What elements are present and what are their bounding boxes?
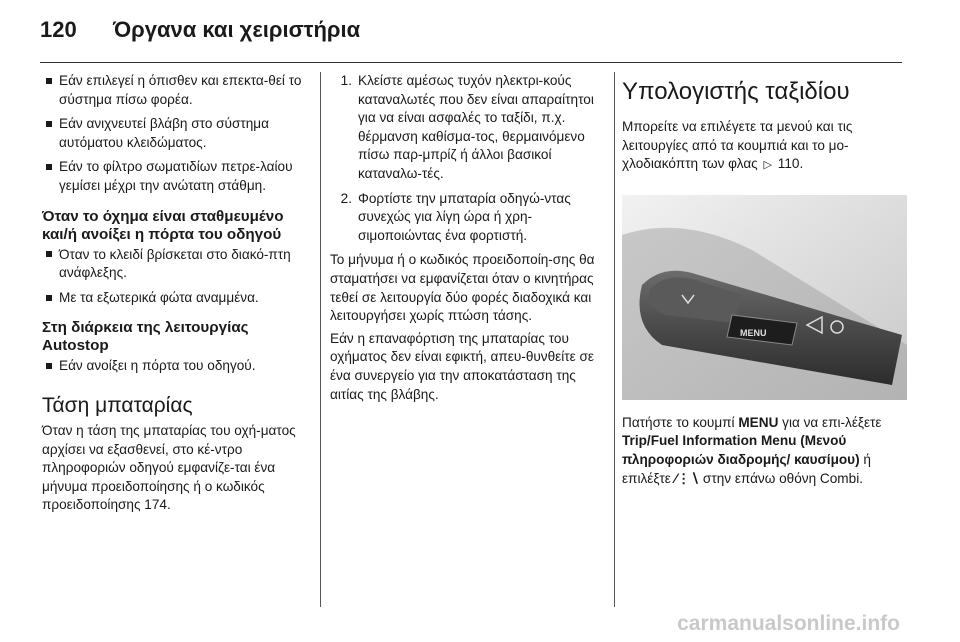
- page-header: [0, 0, 960, 60]
- list-item: Με τα εξωτερικά φώτα αναμμένα.: [42, 289, 312, 308]
- watermark: carmanualsonline.info: [677, 612, 900, 635]
- numbered-step: 2. Φορτίστε την μπαταρία οδηγώ-ντας συνεχώς για λίγη ώρα ή χρη-σιμοποιώντας ένα φορτιστή.: [340, 190, 571, 243]
- section-heading-battery: Τάση μπαταρίας: [42, 393, 193, 417]
- scroll-wheel-icon: ⁄⋮∖: [674, 470, 700, 486]
- column-1: [42, 72, 312, 519]
- column-3: [622, 72, 907, 492]
- bullet-icon: [46, 295, 52, 301]
- bullet-icon: [46, 78, 52, 84]
- page-number: 120: [40, 17, 77, 42]
- numbered-step: 1. Κλείστε αμέσως τυχόν ηλεκτρι-κούς καταναλωτές που δεν είναι απαραίτητοι για να είναι ασφαλές το ταξίδι, π.χ. θέρμανση καθίσμα-τος, θερμαινόμενο πίσω παρ-μπρίζ ή άλλοι βασικοί καταναλω-τές.: [340, 73, 594, 181]
- section-heading-autostop: Στη διάρκεια της λειτουργίας Autostop: [42, 319, 249, 355]
- list-item: Εάν επιλεγεί η όπισθεν και επεκτα-θεί το σύστημα πίσω φορέα.: [42, 72, 312, 109]
- column-divider: [320, 72, 321, 607]
- column-2: [330, 72, 606, 408]
- menu-button-label: MENU: [740, 327, 767, 338]
- list-item: Εάν ανοίξει η πόρτα του οδηγού.: [42, 357, 312, 376]
- turn-signal-lever-photo: [622, 195, 907, 400]
- section-heading-trip-computer: Υπολογιστής ταξιδίου: [622, 78, 850, 105]
- battery-paragraph: Όταν η τάση της μπαταρίας του οχή-ματος αρχίσει να εξασθενεί, στο κέ-ντρο πληροφοριών οδηγού εμφανίζε-ται ένα μήνυμα προειδοποίησης ή ο κωδικός προειδοποίησης 174.: [42, 422, 296, 513]
- bullet-icon: [46, 363, 52, 369]
- bullet-icon: [46, 164, 52, 170]
- header-rule: [40, 62, 902, 63]
- paragraph: Εάν η επαναφόρτιση της μπαταρίας του οχήματος δεν είναι εφικτή, απευ-θυνθείτε σε ένα συνεργείο για την αποκατάσταση της αιτίας της βλάβης.: [330, 330, 594, 402]
- list-item: Εάν ανιχνευτεί βλάβη στο σύστημα αυτόματου κλειδώματος.: [42, 115, 312, 152]
- instruction-paragraph: Πατήστε το κουμπί MENU για να επι-λέξετε Trip/Fuel Information Menu (Μενού πληροφοριών διαδρομής/ καυσίμου) ή επιλέξτε ⁄⋮∖ στην επάνω οθόνη Combi.: [622, 414, 882, 486]
- bullet-icon: [46, 251, 52, 257]
- page-reference-icon: ▷: [763, 159, 772, 172]
- list-item: Όταν το κλειδί βρίσκεται στο διακό-πτη ανάφλεξης.: [42, 246, 312, 283]
- column-divider: [614, 72, 615, 607]
- page-title: Όργανα και χειριστήρια: [113, 17, 361, 42]
- list-item: Εάν το φίλτρο σωματιδίων πετρε-λαίου γεμίσει μέχρι την ανώτατη στάθμη.: [42, 158, 312, 195]
- lever-illustration: [622, 195, 907, 400]
- section-heading-parked: Όταν το όχημα είναι σταθμευμένο και/ή ανοίξει η πόρτα του οδηγού: [42, 207, 284, 243]
- paragraph: Το μήνυμα ή ο κωδικός προειδοποίη-σης θα σταματήσει να εμφανίζεται όταν ο κινητήρας τεθεί σε λειτουργία δύο φορές διαδοχικά και λειτουργήσει χωρίς πτώση τάσης.: [330, 252, 595, 324]
- intro-paragraph: Μπορείτε να επιλέγετε τα μενού και τις λειτουργίες από τα κουμπιά και το μο-χλοδιακόπτη των φλας ▷ 110.: [622, 118, 907, 175]
- bullet-icon: [46, 121, 52, 127]
